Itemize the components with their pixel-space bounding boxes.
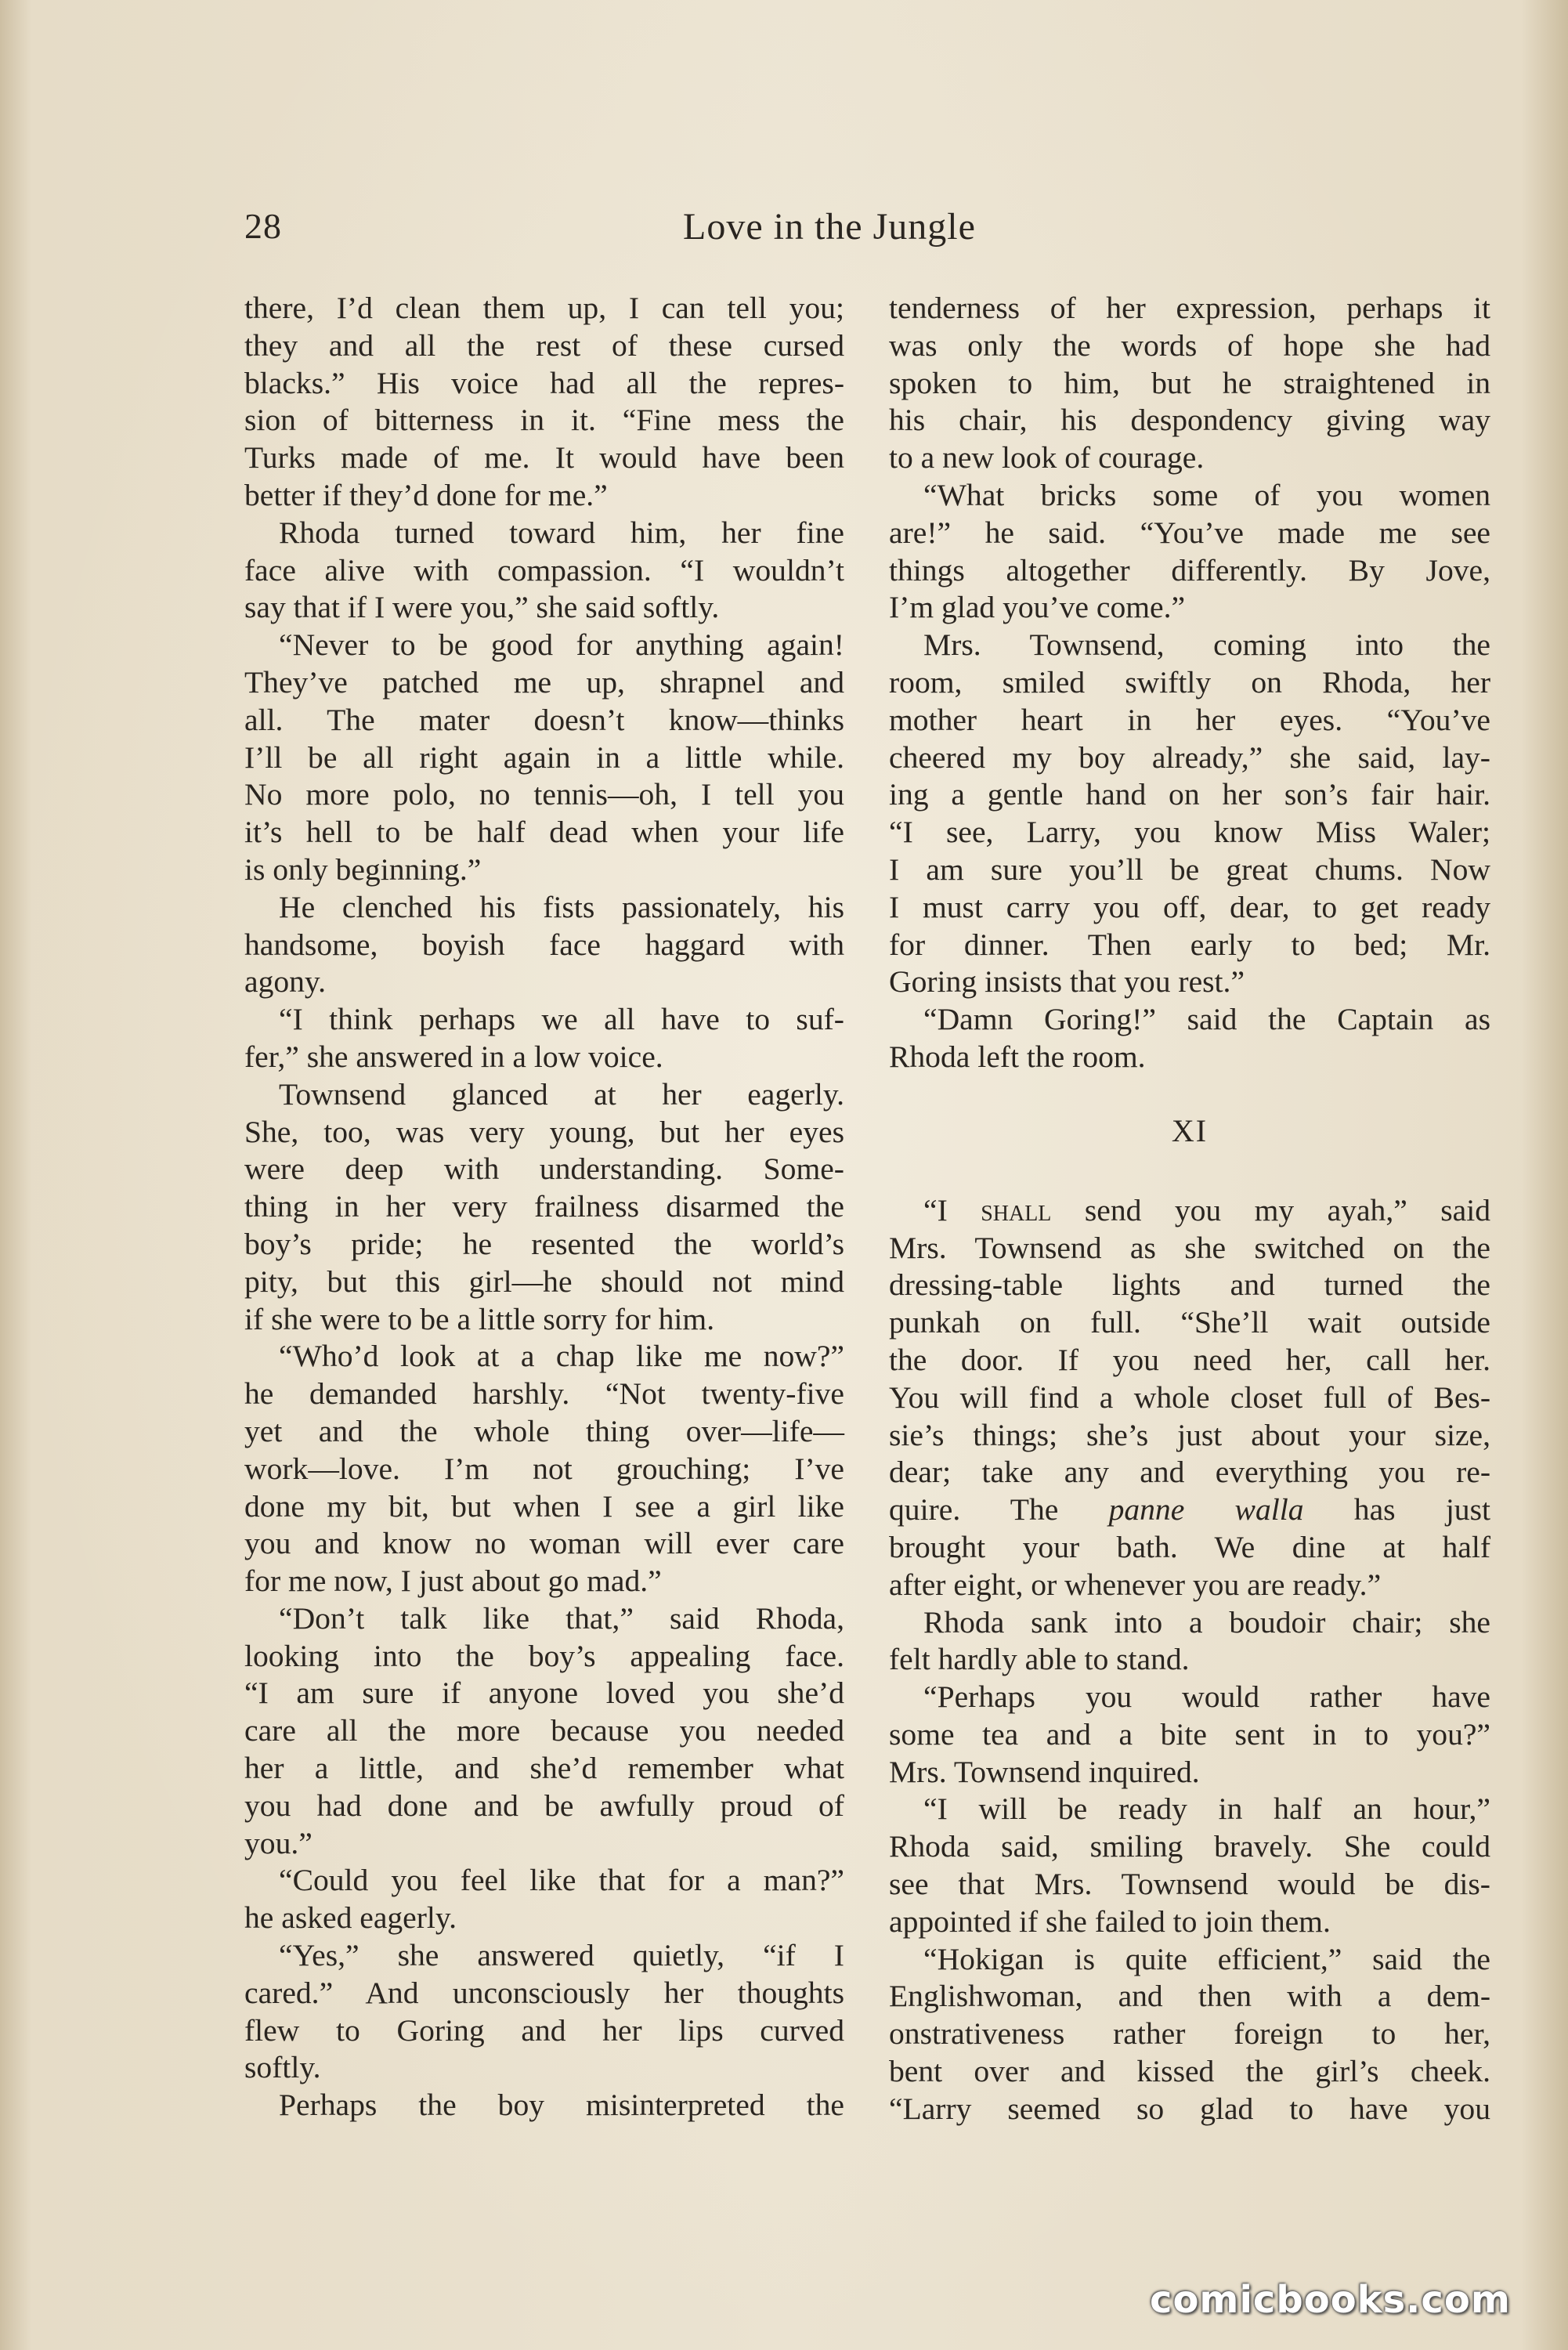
text-line: work—love. I’m not grouching; I’ve xyxy=(244,1451,844,1486)
text-line: if she were to be a little sorry for him. xyxy=(244,1301,715,1336)
text-line: for me now, I just about go mad.” xyxy=(244,1564,662,1599)
text-line: room, smiled swiftly on Rhoda, her xyxy=(889,664,1490,700)
text-line: I must carry you off, dear, to get ready xyxy=(889,889,1490,924)
text-line: Perhaps the boy misinterpreted the xyxy=(279,2088,844,2123)
text-line: Mrs. Townsend inquired. xyxy=(889,1754,1200,1789)
text-line: he asked eagerly. xyxy=(244,1900,457,1936)
text-line: Mrs. Townsend as she switched on the xyxy=(889,1230,1490,1265)
text-line: felt hardly able to stand. xyxy=(889,1642,1190,1677)
text-line: I’m glad you’ve come.” xyxy=(889,590,1186,625)
text-line: you had done and be awfully proud of xyxy=(244,1788,844,1823)
left-text-column xyxy=(244,290,844,2124)
text-line: flew to Goring and her lips curved xyxy=(244,2012,844,2048)
text-line: pity, but this girl—he should not mind xyxy=(244,1264,844,1299)
text-line: see that Mrs. Townsend would be dis- xyxy=(889,1867,1490,1902)
text-line: ing a gentle hand on her son’s fair hair. xyxy=(889,777,1490,812)
text-line: after eight, or whenever you are ready.” xyxy=(889,1567,1382,1602)
text-line: was only the words of hope she had xyxy=(889,327,1490,363)
text-line: onstrativeness rather foreign to her, xyxy=(889,2016,1490,2052)
text-line: mother heart in her eyes. “You’ve xyxy=(889,702,1490,737)
right-column-text-before-heading xyxy=(889,290,1490,1076)
right-text-column xyxy=(889,290,1490,2128)
text-line: they and all the rest of these cursed xyxy=(244,327,844,363)
text-line: “I see, Larry, you know Miss Waler; xyxy=(889,815,1490,850)
text-line: are!” he said. “You’ve made me see xyxy=(889,515,1490,550)
text-line: Townsend glanced at her eagerly. xyxy=(279,1076,844,1112)
text-line: “I am sure if anyone loved you she’d xyxy=(244,1676,844,1711)
text-line: cared.” And unconsciously her thoughts xyxy=(244,1975,844,2010)
text-line: Englishwoman, and then with a dem- xyxy=(889,1979,1490,2014)
text-line: “Perhaps you would rather have xyxy=(923,1679,1490,1715)
text-line: bent over and kissed the girl’s cheek. xyxy=(889,2054,1490,2089)
text-line: “Could you feel like that for a man?” xyxy=(279,1863,844,1898)
text-line: They’ve patched me up, shrapnel and xyxy=(244,664,844,700)
text-line: brought your bath. We dine at half xyxy=(889,1529,1490,1564)
small-caps-word: shall xyxy=(981,1192,1052,1227)
text-line: “Damn Goring!” said the Captain as xyxy=(923,1002,1490,1037)
text-line: Rhoda said, smiling bravely. She could xyxy=(889,1829,1490,1864)
text-line: sie’s things; she’s just about your size, xyxy=(889,1417,1490,1452)
text-line: dressing-table lights and turned the xyxy=(889,1267,1490,1303)
text-line: better if they’d done for me.” xyxy=(244,477,608,512)
text-line: Rhoda turned toward him, her fine xyxy=(279,515,844,550)
right-column-text-after-italic xyxy=(889,1529,1490,2128)
text-line: his chair, his despondency giving way xyxy=(889,403,1490,438)
text-line: fer,” she answered in a low voice. xyxy=(244,1039,663,1074)
text-line xyxy=(889,1192,1490,1230)
text-line: “What bricks some of you women xyxy=(923,477,1490,512)
text-segment: has just xyxy=(1303,1492,1490,1528)
text-line: the door. If you need her, call her. xyxy=(889,1342,1490,1377)
text-line: punkah on full. “She’ll wait outside xyxy=(889,1305,1490,1340)
text-line: No more polo, no tennis—oh, I tell you xyxy=(244,777,844,812)
text-segment: quire. The xyxy=(889,1492,1109,1528)
text-line: is only beginning.” xyxy=(244,851,482,887)
text-line: there, I’d clean them up, I can tell you; xyxy=(244,291,844,325)
text-line: thing in her very frailness disarmed the xyxy=(244,1189,844,1224)
text-line: dear; take any and everything you re- xyxy=(889,1455,1490,1490)
text-line: he demanded harshly. “Not twenty-five xyxy=(244,1376,844,1412)
text-line: were deep with understanding. Some- xyxy=(244,1152,844,1187)
text-line: spoken to him, but he straightened in xyxy=(889,365,1490,400)
text-line: “I think perhaps we all have to suf- xyxy=(279,1002,844,1037)
text-line: it’s hell to be half dead when your life xyxy=(244,815,844,850)
text-line: her a little, and she’d remember what xyxy=(244,1751,844,1786)
text-line: “Yes,” she answered quietly, “if I xyxy=(279,1938,844,1973)
text-line: tenderness of her expression, perhaps it xyxy=(889,291,1490,325)
text-line: all. The mater doesn’t know—thinks xyxy=(244,702,844,737)
text-line: face alive with compassion. “I wouldn’t xyxy=(244,552,844,588)
text-line: He clenched his fists passionately, his xyxy=(279,889,844,924)
text-line xyxy=(889,1491,1490,1529)
text-line: care all the more because you needed xyxy=(244,1713,844,1748)
text-line: Mrs. Townsend, coming into the xyxy=(923,627,1490,663)
text-segment: send you my ayah,” said xyxy=(1051,1192,1490,1227)
text-line: “Never to be good for anything again! xyxy=(279,627,844,663)
text-segment: “I xyxy=(923,1192,981,1227)
text-line: boy’s pride; he resented the world’s xyxy=(244,1226,844,1261)
text-line: blacks.” His voice had all the repres- xyxy=(244,365,844,400)
text-line: “Don’t talk like that,” said Rhoda, xyxy=(279,1600,844,1636)
text-line: agony. xyxy=(244,964,327,1000)
text-line: Turks made of me. It would have been xyxy=(244,440,844,475)
text-line: cheered my boy already,” she said, lay- xyxy=(889,739,1490,775)
text-line: She, too, was very young, but her eyes xyxy=(244,1114,844,1149)
text-line: I am sure you’ll be great chums. Now xyxy=(889,851,1490,887)
text-line: “Larry seemed so glad to have you xyxy=(889,2091,1490,2126)
page-header xyxy=(244,205,1490,260)
text-line: for dinner. Then early to bed; Mr. xyxy=(889,927,1490,962)
text-line: you and know no woman will ever care xyxy=(244,1526,844,1561)
text-line: softly. xyxy=(244,2050,321,2085)
text-line: “I will be ready in half an hour,” xyxy=(923,1791,1490,1827)
text-line: I’ll be all right again in a little while. xyxy=(244,739,844,775)
watermark-logo: comicbooks.com xyxy=(1150,2278,1511,2322)
text-line: done my bit, but when I see a girl like xyxy=(244,1488,844,1524)
text-line: looking into the boy’s appealing face. xyxy=(244,1638,844,1673)
text-line: Goring insists that you rest.” xyxy=(889,964,1245,1000)
text-line: yet and the whole thing over—life— xyxy=(244,1413,844,1448)
page-number: 28 xyxy=(244,206,282,246)
text-line: you.” xyxy=(244,1825,313,1860)
text-line: sion of bitterness in it. “Fine mess the xyxy=(244,403,844,438)
text-line: Rhoda sank into a boudoir chair; she xyxy=(923,1604,1490,1640)
text-line: to a new look of courage. xyxy=(889,440,1205,475)
text-line: handsome, boyish face haggard with xyxy=(244,927,844,962)
right-column-text-after-heading xyxy=(889,1230,1490,1492)
text-line: You will find a whole closet full of Bes- xyxy=(889,1379,1490,1415)
text-line: things altogether differently. By Jove, xyxy=(889,552,1490,588)
running-title: Love in the Jungle xyxy=(683,206,976,248)
text-line: Rhoda left the room. xyxy=(889,1039,1146,1074)
section-heading: XI xyxy=(1171,1112,1209,1148)
italic-phrase: panne walla xyxy=(1108,1492,1304,1528)
text-line: “Hokigan is quite efficient,” said the xyxy=(923,1941,1490,1976)
text-line: “Who’d look at a chap like me now?” xyxy=(279,1339,844,1374)
text-line: appointed if she failed to join them. xyxy=(889,1904,1331,1939)
text-line: some tea and a bite sent in to you?” xyxy=(889,1716,1490,1752)
text-line: say that if I were you,” she said softly. xyxy=(244,590,720,625)
